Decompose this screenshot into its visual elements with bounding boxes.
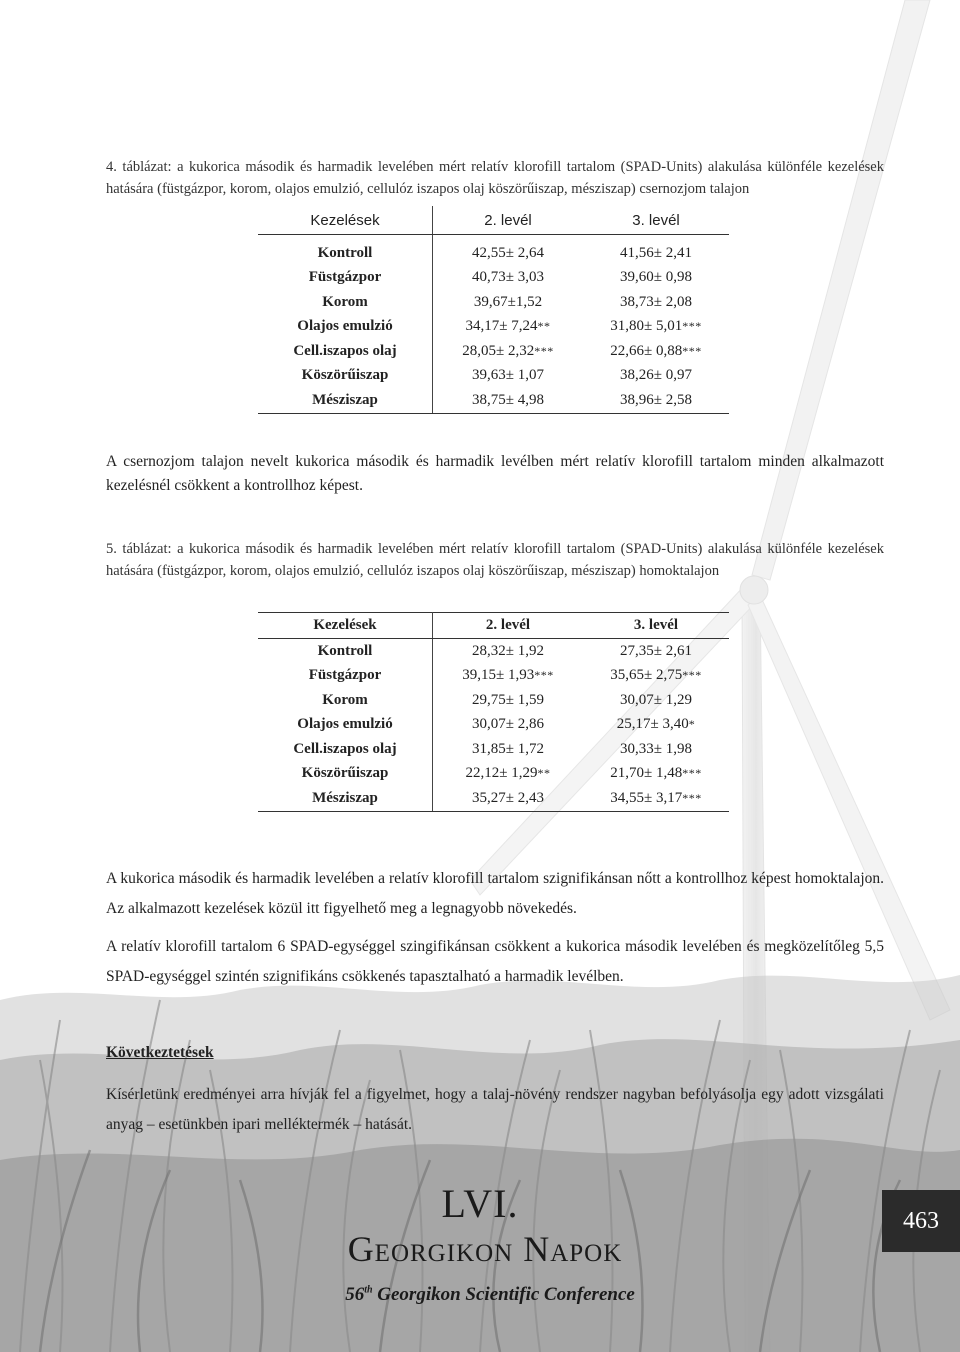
table-row: [258, 762, 729, 787]
value-cell: 29,75± 1,59: [472, 691, 544, 708]
value-cell: 27,35± 2,61: [620, 642, 692, 659]
table5-header-leaf3: 3. levél: [583, 613, 729, 639]
value-cell: 38,75± 4,98: [433, 388, 584, 413]
value-cell: 38,96± 2,58: [583, 388, 729, 413]
table-row: [258, 664, 729, 689]
treatment-cell: Olajos emulzió: [258, 315, 433, 340]
value-cell: 30,07± 1,29: [620, 691, 692, 708]
footer-conference-subtitle: 56th Georgikon Scientific Conference: [345, 1284, 635, 1305]
conclusion-text: Kísérletünk eredményei arra hívják fel a figyelmet, hogy a talaj-növény rendszer nagyban befolyásolja egy adott vizsgálati anyag – esetünkben ipari melléktermék – hatását.: [106, 1086, 884, 1133]
table4-header-leaf3: 3. levél: [583, 206, 729, 235]
table-row: [258, 241, 729, 266]
value-cell: 31,85± 1,72: [472, 740, 544, 757]
value-cell: 28,05± 2,32***: [462, 342, 554, 359]
footer-conference-name: Georgikon Napok: [347, 1229, 623, 1269]
footer-edition: LVI.: [441, 1181, 519, 1226]
value-cell: 39,60± 0,98: [620, 269, 692, 286]
table-row: [258, 290, 729, 315]
table-row: [258, 364, 729, 389]
value-cell: 42,55± 2,64: [472, 244, 544, 261]
page-number: 463: [882, 1190, 960, 1252]
table4-header-leaf2: 2. levél: [433, 206, 584, 235]
table4-caption: 4. táblázat: a kukorica második és harmadik levelében mért relatív klorofill tartalom (SPAD-Units) alakulása különféle kezelések hatására (füstgázpor, korom, olajos emulzió, cellulóz iszapos olaj köszörűiszap, mésziszap) csernozjom talajon: [106, 159, 884, 197]
table5-header-row: [258, 613, 729, 639]
table-row: [258, 688, 729, 713]
paragraph-3: A relatív klorofill tartalom 6 SPAD-egységgel szingifikánsan csökkent a kukorica második levelében és megközelítőleg 5,5 SPAD-egységgel szintén szignifikáns csökkenés tapasztalható a harmadik levélben.: [106, 938, 884, 985]
table4-header-row: [258, 206, 729, 235]
value-cell: 22,12± 1,29**: [465, 765, 551, 782]
table-row: [258, 713, 729, 738]
value-cell: 31,80± 5,01***: [610, 318, 702, 335]
value-cell: 35,27± 2,43: [433, 786, 584, 811]
value-cell: 30,33± 1,98: [620, 740, 692, 757]
value-cell: 41,56± 2,41: [620, 244, 692, 261]
treatment-cell: Kontroll: [258, 639, 433, 664]
conclusion-heading: Következtetések: [106, 1044, 214, 1061]
value-cell: 40,73± 3,03: [472, 269, 544, 286]
treatment-cell: Korom: [258, 688, 433, 713]
table-row: [258, 639, 729, 664]
table4: [258, 206, 729, 414]
table-row: [258, 786, 729, 811]
value-cell: 39,63± 1,07: [472, 367, 544, 384]
value-cell: 38,73± 2,08: [620, 293, 692, 310]
value-cell: 21,70± 1,48***: [610, 765, 702, 782]
treatment-cell: Cell.iszapos olaj: [258, 737, 433, 762]
value-cell: 35,65± 2,75***: [610, 667, 702, 684]
value-cell: 25,17± 3,40*: [616, 716, 696, 733]
value-cell: 30,07± 2,86: [472, 716, 544, 733]
treatment-cell: Kontroll: [258, 241, 433, 266]
table-row: [258, 737, 729, 762]
table-row: [258, 388, 729, 413]
table5-caption: 5. táblázat: a kukorica második és harmadik levelében mért relatív klorofill tartalom (SPAD-Units) alakulása különféle kezelések hatására (füstgázpor, korom, olajos emulzió, cellulóz iszapos olaj köszörűiszap, mésziszap) homoktalajon: [106, 541, 884, 579]
table5: [258, 612, 729, 812]
treatment-cell: Köszörűiszap: [258, 364, 433, 389]
value-cell: 22,66± 0,88***: [610, 342, 702, 359]
treatment-cell: Köszörűiszap: [258, 762, 433, 787]
paragraph-1: A csernozjom talajon nevelt kukorica második és harmadik levélben mért relatív klorofill tartalom minden alkalmazott kezelésnél csökkent a kontrollhoz képest.: [106, 453, 884, 494]
value-cell: 39,15± 1,93***: [462, 667, 554, 684]
treatment-cell: Korom: [258, 290, 433, 315]
value-cell: 34,55± 3,17***: [583, 786, 729, 811]
value-cell: 39,67±1,52: [473, 293, 543, 310]
table4-header-treatment: Kezelések: [258, 206, 433, 235]
paragraph-2: A kukorica második és harmadik levelében a relatív klorofill tartalom szignifikánsan nőtt a kontrollhoz képest homoktalajon. Az alkalmazott kezelések közül itt figyelhető meg a legnagyobb növekedés.: [106, 870, 884, 917]
treatment-cell: Cell.iszapos olaj: [258, 339, 433, 364]
treatment-cell: Mésziszap: [258, 388, 433, 413]
treatment-cell: Füstgázpor: [258, 664, 433, 689]
table-row: [258, 315, 729, 340]
table-row: [258, 339, 729, 364]
table5-header-leaf2: 2. levél: [433, 613, 584, 639]
table5-header-treatment: Kezelések: [258, 613, 433, 639]
table-row: [258, 266, 729, 291]
value-cell: 28,32± 1,92: [472, 642, 544, 659]
treatment-cell: Füstgázpor: [258, 266, 433, 291]
value-cell: 34,17± 7,24**: [465, 318, 551, 335]
treatment-cell: Olajos emulzió: [258, 713, 433, 738]
value-cell: 38,26± 0,97: [620, 367, 692, 384]
treatment-cell: Mésziszap: [258, 786, 433, 811]
